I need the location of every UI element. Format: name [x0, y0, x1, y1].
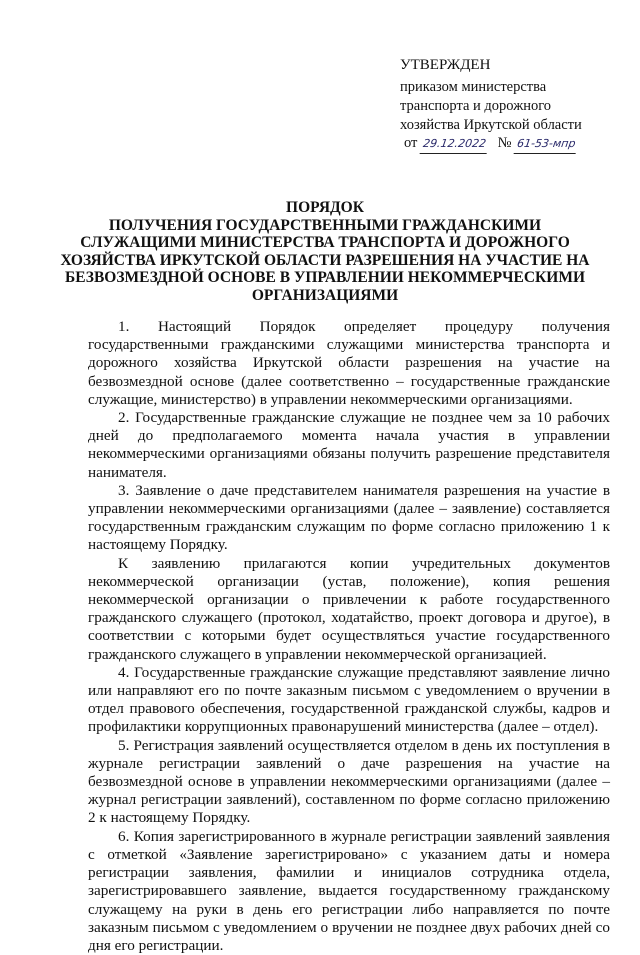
paragraph-2: 2. Государственные гражданские служащие не позднее чем за 10 рабочих дней до предполагаемого момента начала участия в управлении некоммерческими организациями обязаны получить разрешение представителя нанимателя. — [88, 409, 610, 481]
approval-line-3: хозяйства Иркутской области — [400, 117, 582, 133]
paragraph-3: 3. Заявление о даче представителем нанимателя разрешения на участие в управлении некоммерческими организациями (далее – заявление) составляется государственным гражданским служащим по форме согласно приложению 1 к настоящему Порядку. — [88, 481, 610, 554]
handwritten-date: 29.12.2022 — [420, 134, 490, 154]
approval-line-1: приказом министерства — [400, 79, 547, 95]
document-body — [88, 318, 610, 955]
approval-title: УТВЕРЖДЕН — [400, 57, 491, 73]
date-prefix: от — [404, 135, 418, 151]
document-title — [60, 199, 590, 304]
paragraph-4: 4. Государственные гражданские служащие представляют заявление лично или направляют его по почте заказным письмом с уведомлением о вручении в отдел правового обеспечения, государственной гражданской службы, кадров и профилактики коррупционных правонарушений министерства (далее – отдел). — [88, 663, 610, 736]
approval-line-2: транспорта и дорожного — [400, 98, 552, 114]
paragraph-6: 6. Копия зарегистрированного в журнале регистрации заявлений заявления с отметкой «Заявление зарегистрировано» с указанием даты и номера регистрации заявления, фамилии и инициалов сотрудника отдела, зарегистрировавшего заявление, выдается государственному гражданскому служащему на руки в день его регистрации либо направляется по почте заказным письмом с уведомлением о вручении не позднее двух рабочих дней со дня его регистрации. — [88, 827, 610, 954]
paragraph-5: 5. Регистрация заявлений осуществляется отделом в день их поступления в журнале регистрации заявлений о даче разрешения на участие на безвозмездной основе в управлении некоммерческими организациями (далее – журнал регистрации заявлений), составленном по форме согласно приложению 2 к настоящему Порядку. — [88, 736, 610, 827]
approval-stamp — [400, 56, 635, 135]
approval-date-line — [404, 134, 636, 154]
paragraph-3-attachments: К заявлению прилагаются копии учредительных документов некоммерческой организации (устав, положение), копия решения некоммерческой организации о привлечении к работе государственного гражданского служащего (протокол, ходатайство, проект договора и другое), в соответствии с которыми будет осуществляться участие государственного гражданского служащего в управлении некоммерческой организацией. — [88, 554, 610, 663]
document-subtitle: ПОЛУЧЕНИЯ ГОСУДАРСТВЕННЫМИ ГРАЖДАНСКИМИ СЛУЖАЩИМИ МИНИСТЕРСТВА ТРАНСПОРТА И ДОРОЖНОГО ХОЗЯЙСТВА ИРКУТСКОЙ ОБЛАСТИ РАЗРЕШЕНИЯ НА УЧАСТИЕ НА БЕЗВОЗМЕЗДНОЙ ОСНОВЕ В УПРАВЛЕНИИ НЕКОММЕРЧЕСКИМИ ОРГАНИЗАЦИЯМИ — [60, 216, 590, 304]
handwritten-number: 61-53-мпр — [514, 134, 579, 154]
number-label: № — [497, 135, 512, 151]
paragraph-1: 1. Настоящий Порядок определяет процедуру получения государственными гражданскими служащими министерства транспорта и дорожного хозяйства Иркутской области разрешения на участие на безвозмездной основе (далее соответственно – государственные гражданские служащие, министерство) в управлении некоммерческими организациями. — [88, 318, 610, 408]
document-heading: ПОРЯДОК — [286, 199, 364, 216]
